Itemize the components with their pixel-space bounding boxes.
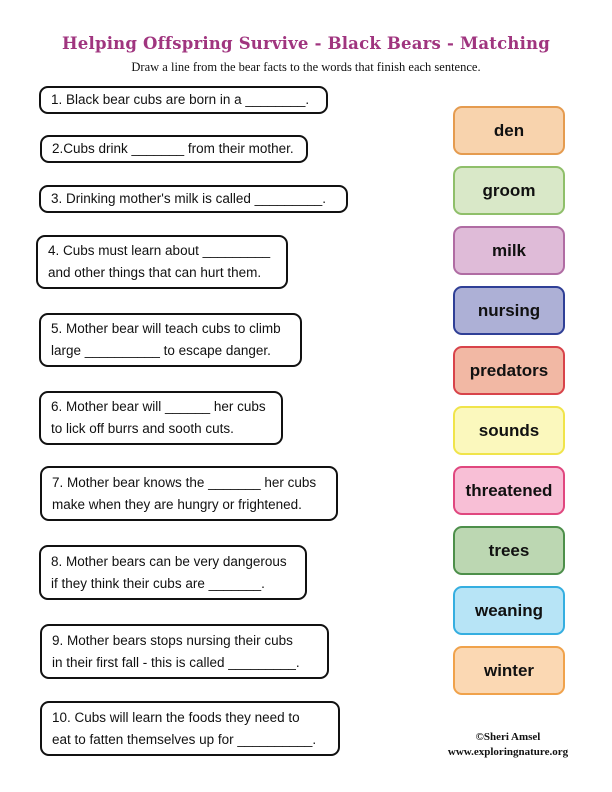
question-box-9 xyxy=(40,624,329,679)
question-1-text: 1. Black bear cubs are born in a ________. xyxy=(51,92,310,107)
question-10-line2: eat to fatten themselves up for __________. xyxy=(52,731,317,747)
answer-predators: predators xyxy=(453,346,565,395)
question-box-4 xyxy=(36,235,288,289)
answer-nursing: nursing xyxy=(453,286,565,335)
question-box-1 xyxy=(39,86,328,114)
question-7-line2: make when they are hungry or frightened. xyxy=(52,496,302,512)
answer-sounds: sounds xyxy=(453,406,565,455)
question-10-line1: 10. Cubs will learn the foods they need to xyxy=(52,709,300,725)
question-4-line1: 4. Cubs must learn about _________ xyxy=(48,243,271,258)
website-credit: www.exploringnature.org xyxy=(447,746,569,758)
question-2-text: 2.Cubs drink _______ from their mother. xyxy=(52,141,294,156)
question-box-5 xyxy=(39,313,302,367)
answer-threatened: threatened xyxy=(453,466,565,515)
answer-groom: groom xyxy=(453,166,565,215)
answer-den: den xyxy=(453,106,565,155)
question-4-line2: and other things that can hurt them. xyxy=(48,265,262,280)
question-6-line2: to lick off burrs and sooth cuts. xyxy=(51,421,234,436)
question-6-line1: 6. Mother bear will ______ her cubs xyxy=(51,399,266,414)
question-5-line1: 5. Mother bear will teach cubs to climb xyxy=(51,321,281,336)
question-3-text: 3. Drinking mother's milk is called _________. xyxy=(51,191,326,206)
question-box-7 xyxy=(40,466,338,521)
question-box-10 xyxy=(40,701,340,756)
question-7-line1: 7. Mother bear knows the _______ her cubs xyxy=(52,474,317,490)
answer-milk: milk xyxy=(453,226,565,275)
question-8-line1: 8. Mother bears can be very dangerous xyxy=(51,553,287,569)
question-5-line2: large __________ to escape danger. xyxy=(51,343,271,358)
instructions: Draw a line from the bear facts to the words that finish each sentence. xyxy=(131,60,481,74)
question-box-6 xyxy=(39,391,283,445)
question-box-8 xyxy=(39,545,307,600)
question-9-line1: 9. Mother bears stops nursing their cubs xyxy=(52,632,293,648)
page-title: Helping Offspring Survive - Black Bears - Matching xyxy=(62,34,550,53)
question-8-line2: if they think their cubs are _______. xyxy=(51,575,265,591)
answer-weaning: weaning xyxy=(453,586,565,635)
question-box-2 xyxy=(40,135,308,163)
answer-winter: winter xyxy=(453,646,565,695)
answer-trees: trees xyxy=(453,526,565,575)
copyright-credit: ©Sheri Amsel xyxy=(475,731,541,743)
question-9-line2: in their first fall - this is called _________. xyxy=(52,654,300,670)
question-box-3 xyxy=(39,185,348,213)
